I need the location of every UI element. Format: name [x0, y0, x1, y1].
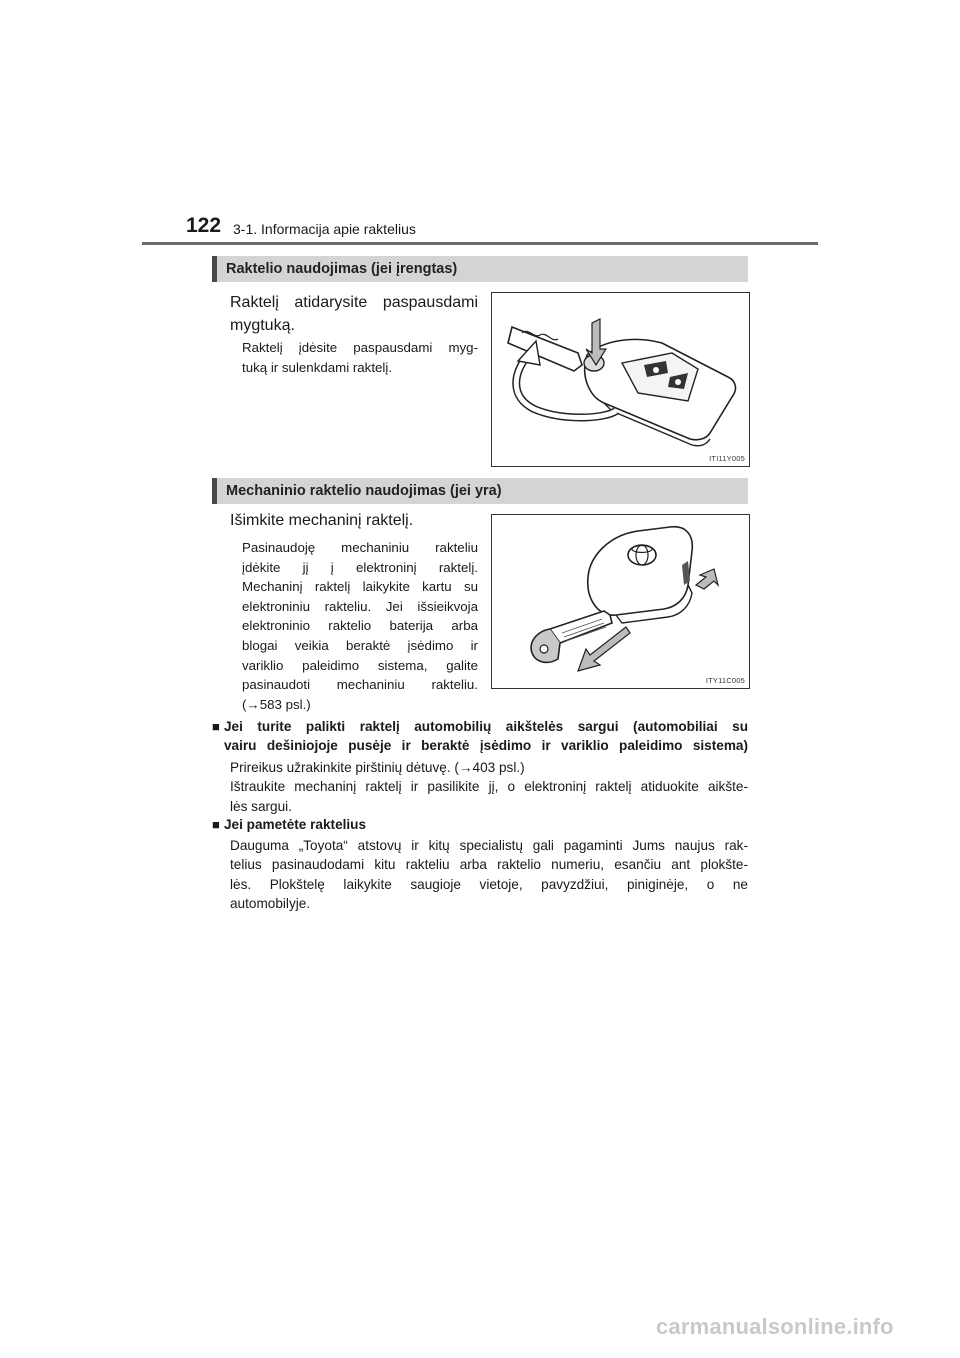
detail-line: Raktelį įdėsite paspausdami myg-	[242, 340, 478, 355]
figure-code: ITY11C005	[705, 676, 745, 685]
detail-line: Mechaninį raktelį laikykite kartu su	[242, 579, 478, 595]
bullet-icon: ■	[212, 817, 220, 832]
figure-folding-key	[491, 292, 750, 467]
note-heading: Jei pametėte raktelius	[224, 817, 367, 832]
mechanical-key-illustration	[492, 515, 749, 688]
figure-mechanical-key	[491, 514, 750, 689]
note-heading-line: vairu dešiniojoje pusėje ir beraktė įsėdimo ir variklio paleidimo sistema)	[224, 738, 748, 754]
lead-text	[230, 291, 478, 337]
detail-line: Pasinaudoję mechaniniu rakteliu	[242, 540, 478, 555]
detail-line: įdėkite jį į elektroninį raktelį.	[242, 559, 478, 575]
note-lost-keys	[212, 815, 748, 835]
header-divider	[142, 242, 818, 245]
note-line: Prireikus užrakinkite pirštinių dėtuvę. (→403 psl.)	[230, 760, 525, 775]
note-line: lės. Plokštelę laikykite saugioje vietoje, pavyzdžiui, piniginėje, o ne	[230, 876, 748, 892]
figure-code: ITI11Y005	[709, 454, 745, 463]
note-line: telius pasinaudodami kitu rakteliu arba raktelio numeriu, esančiu ant plokšte-	[230, 857, 748, 873]
section-heading-key-use	[212, 256, 748, 282]
note-valet	[212, 717, 748, 757]
detail-line: blogai veikia beraktė įsėdimo ir	[242, 637, 478, 653]
section-heading-label: Raktelio naudojimas (jei įrengtas)	[226, 261, 458, 277]
detail-text	[242, 538, 478, 714]
lead-line: Raktelį atidarysite paspausdami	[230, 294, 478, 311]
note-heading	[224, 717, 748, 756]
lead-line: mygtuką.	[230, 317, 295, 334]
section-title: 3-1. Informacija apie raktelius	[233, 221, 416, 237]
note-body	[230, 836, 748, 914]
note-line: Ištraukite mechaninį raktelį ir pasilikite jį, o elektroninį raktelį atiduokite aikšte-	[230, 779, 748, 795]
detail-line: elektroninio raktelio baterija arba	[242, 618, 478, 634]
detail-line: elektroniniu rakteliu. Jei išsieikvoja	[242, 598, 478, 614]
note-line: Dauguma „Toyota“ atstovų ir kitų specialistų gali pagaminti Jums naujus rak-	[230, 838, 748, 853]
note-body	[230, 758, 748, 816]
lead-text: Išimkite mechaninį raktelį.	[230, 512, 414, 529]
page-number: 122	[186, 214, 222, 237]
detail-text	[242, 338, 478, 377]
note-heading-line: Jei turite palikti raktelį automobilių aikštelės sargui (automobiliai su	[224, 719, 748, 734]
note-line: automobilyje.	[230, 896, 311, 912]
folding-key-illustration	[492, 293, 749, 466]
detail-line: variklio paleidimo sistema, galite	[242, 657, 478, 673]
detail-line: tuką ir sulenkdami raktelį.	[242, 359, 393, 375]
section-heading-label: Mechaninio raktelio naudojimas (jei yra)	[226, 483, 502, 499]
detail-line: pasinaudoti mechaniniu rakteliu.	[242, 677, 478, 693]
watermark: carmanualsonline.info	[656, 1314, 894, 1339]
section-heading-mechanical-key	[212, 478, 748, 504]
note-line: lės sargui.	[230, 798, 292, 814]
bullet-icon: ■	[212, 719, 220, 734]
detail-line: (→583 psl.)	[242, 696, 311, 712]
